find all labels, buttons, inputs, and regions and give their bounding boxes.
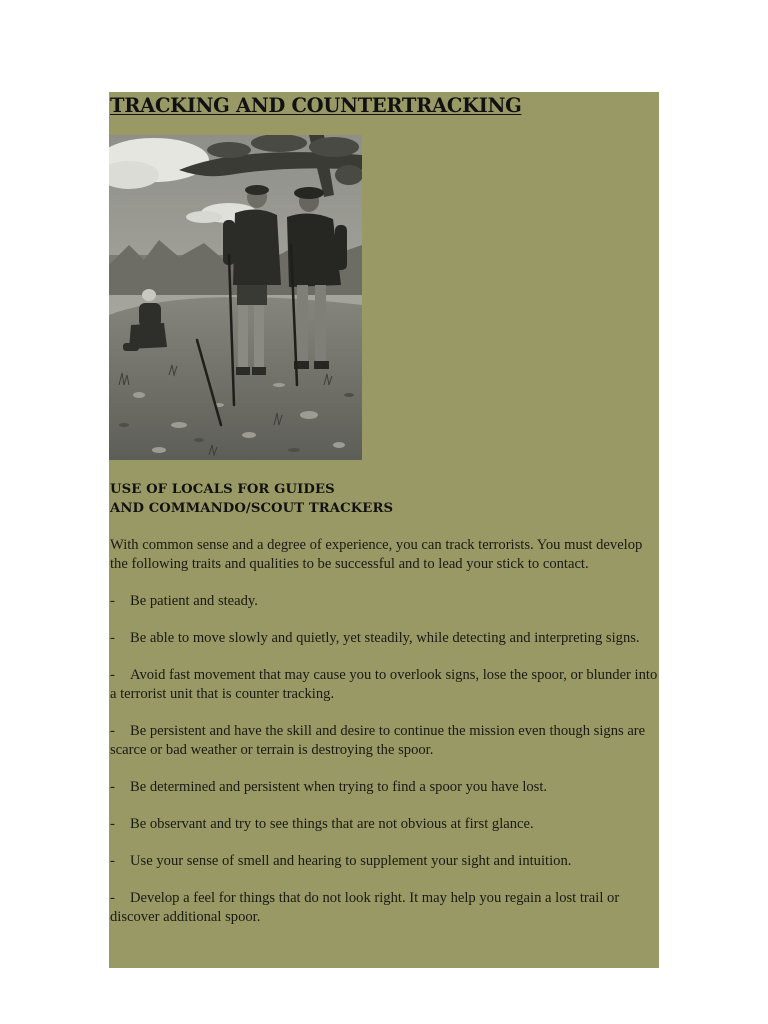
bullet-dash: - xyxy=(110,853,115,869)
trait-item xyxy=(110,815,659,834)
intro-paragraph: With common sense and a degree of experience, you can track terrorists. You must develop the following traits and qualities to be successful and to lead your stick to contact. xyxy=(110,537,643,572)
trackers-photo xyxy=(109,135,362,460)
trait-item xyxy=(110,722,659,760)
bullet-dash: - xyxy=(110,816,115,832)
trackers-photo-image xyxy=(109,135,362,460)
document-title: TRACKING AND COUNTERTRACKING xyxy=(110,94,522,117)
trait-text: Be patient and steady. xyxy=(130,593,258,609)
trait-item xyxy=(110,629,659,648)
trait-text: Use your sense of smell and hearing to supplement your sight and intuition. xyxy=(130,853,572,869)
trait-item xyxy=(110,592,659,611)
trait-text: Be observant and try to see things that are not obvious at first glance. xyxy=(130,816,534,832)
trait-item xyxy=(110,778,659,797)
trait-text: Avoid fast movement that may cause you to overlook signs, lose the spoor, or blunder into a terrorist unit that is counter tracking. xyxy=(110,667,658,702)
section-heading xyxy=(110,480,659,518)
section-heading-line-1: USE OF LOCALS FOR GUIDES xyxy=(110,482,335,497)
bullet-dash: - xyxy=(110,593,115,609)
document-body xyxy=(110,480,659,927)
trait-text: Be persistent and have the skill and desire to continue the mission even though signs are scarce or bad weather or terrain is destroying the spoor. xyxy=(110,723,646,758)
bullet-dash: - xyxy=(110,779,115,795)
document-page xyxy=(109,92,659,968)
section-heading-line-2: AND COMMANDO/SCOUT TRACKERS xyxy=(110,501,394,516)
trait-item xyxy=(110,666,659,704)
trait-text: Develop a feel for things that do not look right. It may help you regain a lost trail or discover additional spoor. xyxy=(110,890,620,925)
trait-text: Be able to move slowly and quietly, yet steadily, while detecting and interpreting signs. xyxy=(130,630,640,646)
bullet-dash: - xyxy=(110,630,115,646)
bullet-dash: - xyxy=(110,667,115,683)
trait-item xyxy=(110,889,659,927)
trait-text: Be determined and persistent when trying to find a spoor you have lost. xyxy=(130,779,548,795)
bullet-dash: - xyxy=(110,890,115,906)
bullet-dash: - xyxy=(110,723,115,739)
trait-item xyxy=(110,852,659,871)
